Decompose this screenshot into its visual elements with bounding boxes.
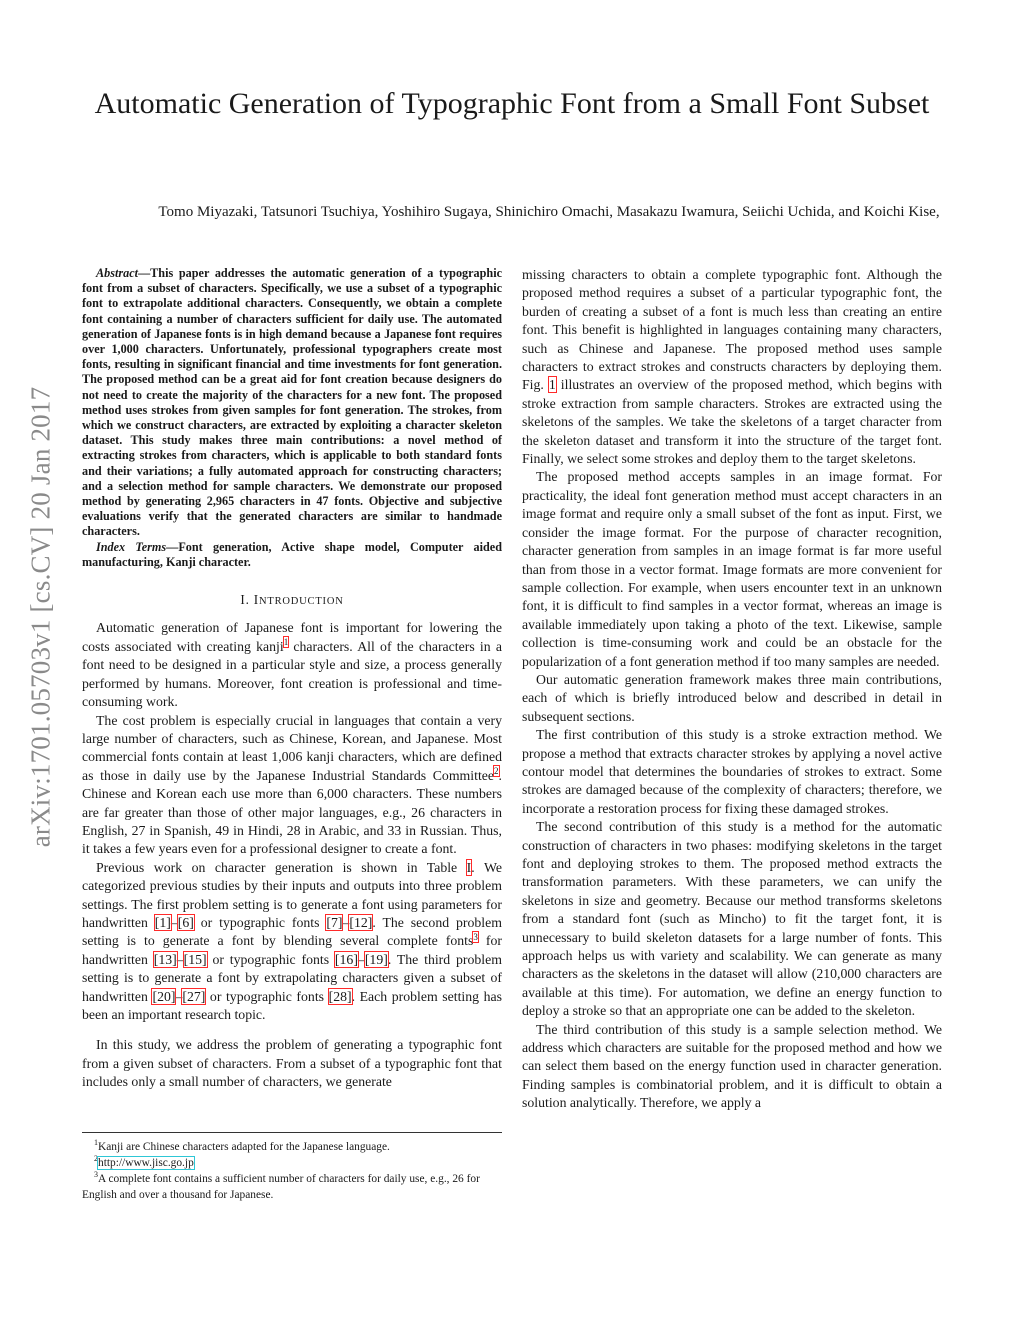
text-run: or typographic fonts xyxy=(206,951,335,967)
footnote-3 xyxy=(82,1171,502,1203)
abstract xyxy=(82,266,502,540)
intro-paragraph-4: In this study, we address the problem of generating a typographic font from a given subset of characters. From a subset of a typographic font that includes only a small number of characters, we generate xyxy=(82,1037,502,1090)
citation-link[interactable]: [12] xyxy=(349,914,373,930)
citation-link[interactable]: [6] xyxy=(177,914,194,930)
citation-link[interactable]: [16] xyxy=(334,951,358,967)
right-paragraph-2: The proposed method accepts samples in an image format. For practicality, the ideal font generation method must accept characters in an image format and require only a small subset of the font as input. First, we consider the image format. For the purpose of character recognition, character generation from samples in an image format is far more useful than from those in a vector format. Image formats are more convenient for sample collection. For example, when users encounter text in an unknown font, it is difficult to find samples in a vector format, whereas an image is available immediately upon taking a photo of the text. Likewise, sample collection is time-consuming work and could be an obstacle for the popularization of a font generation method if too many samples are needed. xyxy=(522,469,942,669)
footnote-mark: 1 xyxy=(94,1138,98,1148)
text-run: – xyxy=(176,951,184,967)
footnote-mark: 3 xyxy=(94,1170,98,1180)
index-terms-label: Index Terms xyxy=(96,539,167,554)
figure-link[interactable]: 1 xyxy=(548,377,556,393)
citation-link[interactable]: [27] xyxy=(182,988,206,1004)
footnote-2 xyxy=(82,1155,502,1171)
citation-link[interactable]: [1] xyxy=(154,914,171,930)
index-terms xyxy=(82,540,502,570)
citation-link[interactable]: [15] xyxy=(183,951,207,967)
right-paragraph-3: Our automatic generation framework makes three main contributions, each of which is briefly introduced below and described in detail in subsequent sections. xyxy=(522,671,942,724)
citation-link[interactable]: [28] xyxy=(328,988,352,1004)
footnotes xyxy=(82,1132,502,1203)
abstract-text: —This paper addresses the automatic generation of a typographic font from a subset of characters. Specifically, we use a subset of a typographic font to extrapolate additional characters. Consequently, we obtain a complete font containing a number of characters sufficient for daily use. The automated generation of Japanese fonts is in high demand because a Japanese font requires over 1,000 characters. Unfortunately, professional typographers create most fonts, resulting in significant financial and time investments for font generation. The proposed method can be a great aid for font creation because designers do not need to create the majority of the characters for a new font. The proposed method uses strokes from given samples for font generation. The strokes, from which we construct characters, are extracted by exploiting a character skeleton dataset. This study makes three main contributions: a novel method of extracting strokes from characters, which is applicable to both standard fonts and their variations; a fully automated approach for constructing characters; and a selection method for sample characters. We demonstrate our proposed method by generating 2,965 characters in 47 fonts. Objective and subjective evaluations verify that the generated characters are similar to handmade characters. xyxy=(82,266,502,539)
text-run: . Each problem setting has been an important research topic. xyxy=(82,988,502,1022)
text-run: Previous work on character generation is shown in Table xyxy=(96,859,467,875)
footnote-link-1[interactable]: 1 xyxy=(283,637,289,648)
arxiv-stamp-text: arXiv:1701.05703v1 [cs.CV] 20 Jan 2017 xyxy=(25,386,56,848)
text-run: characters. All of the characters in a font need to be designed in a particular style and size, a process generally performed by humans. Moreover, font creation is professional and time-consuming work. xyxy=(82,638,502,710)
paper-title: Automatic Generation of Typographic Font from a Small Font Subset xyxy=(94,87,930,120)
table-link[interactable]: I xyxy=(466,859,472,875)
text-run: missing characters to obtain a complete typographic font. Although the proposed method requires a subset of a particular typographic font, the burden of creating a subset of a font is much less than creating an entire font. This benefit is highlighted in languages containing many characters, such as Chinese and Japanese. The proposed method uses sample characters to extract strokes and constructs characters by deploying them. Fig. xyxy=(522,267,942,393)
text-run: . The third problem setting is to generate a font by extrapolating characters given a subset of handwritten xyxy=(82,951,502,1004)
citation-link[interactable]: [19] xyxy=(364,951,388,967)
footnote-text: Kanji are Chinese characters adapted for the Japanese language. xyxy=(98,1141,390,1153)
text-run: – xyxy=(175,988,183,1004)
right-paragraph-1 xyxy=(522,266,942,468)
footnote-link-2[interactable]: 2 xyxy=(494,766,499,777)
text-run: illustrates an overview of the proposed method, which begins with stroke extraction from sample characters. Strokes are extracted using the skeletons of the samples. We take the skeletons of a target character from the skeleton dataset and transform it into the structure of the target font. Finally, we select some strokes and deploy them to the target skeletons. xyxy=(522,377,942,467)
section-heading xyxy=(82,591,502,611)
arxiv-stamp xyxy=(18,322,64,912)
jisc-url-link[interactable]: http://www.jisc.go.jp xyxy=(98,1157,194,1169)
author-list: Tomo Miyazaki, Tatsunori Tsuchiya, Yoshihiro Sugaya, Shinichiro Omachi, Masakazu Iwamura, Seiichi Uchida, and Koichi Kise, xyxy=(158,204,940,220)
right-paragraph-5: The second contribution of this study is a method for the automatic construction of characters in two phases: modifying skeletons in the target font and deploying strokes to them. The proposed method extracts the transformation parameters. With these parameters, we can unify the skeletons in size and geometry. Because our method transforms skeletons from a standard font (such as Mincho) to fit the target font, it is unnecessary to build skeleton datasets for a large number of fonts. This approach helps us with variety and scalability. We can generate as many characters as the skeletons in the dataset will allow (210,000 characters are available at this time). For automation, we define an energy function to deploy a stroke so that an appropriate one can be added to the skeleton. xyxy=(522,819,942,1019)
text-run: . The second problem setting is to generate a font by blending several complete fonts xyxy=(82,914,502,949)
text-run: The cost problem is especially crucial in languages that contain a very large number of characters, such as Chinese, Korean, and Japanese. Most commercial fonts contain at least 1,006 kanji characters, which are defined as those in daily use by the Japanese Industrial Standards Committee xyxy=(82,712,502,783)
section-heading-numeral: I. I xyxy=(240,592,259,608)
text-run: or typographic fonts xyxy=(205,988,329,1004)
right-paragraph-4: The first contribution of this study is a stroke extraction method. We propose a method that extracts character strokes by applying a novel active contour model that determines the boundaries of strokes to extract. Some strokes are damaged because of the complexity of characters; therefore, we incorporate a restoration process for fixing these damaged strokes. xyxy=(522,727,942,816)
intro-paragraph-2 xyxy=(82,712,502,859)
citation-link[interactable]: [20] xyxy=(152,988,176,1004)
citation-link[interactable]: [7] xyxy=(326,914,343,930)
citation-link[interactable]: [13] xyxy=(153,951,177,967)
text-run: – xyxy=(357,951,365,967)
footnote-link-3[interactable]: 3 xyxy=(473,931,478,942)
abstract-label: Abstract xyxy=(96,266,138,280)
intro-paragraph-3 xyxy=(82,859,502,1025)
intro-paragraph-1 xyxy=(82,619,502,711)
text-run: Automatic generation of Japanese font is important for lowering the costs associated with creating kanji xyxy=(82,620,502,654)
left-column xyxy=(82,266,502,1092)
section-heading-rest: NTRODUCTION xyxy=(258,596,344,608)
footnote-text: A complete font contains a sufficient number of characters for daily use, e.g., 26 for English and over a thousand for Japanese. xyxy=(82,1173,480,1201)
right-column xyxy=(522,266,942,1113)
text-run: . We categorized previous studies by their inputs and outputs into three problem settings. The first problem setting is to generate a font using parameters for handwritten xyxy=(82,859,502,930)
right-paragraph-6: The third contribution of this study is a sample selection method. We address which characters are suitable for the proposed method and how we can select them based on the energy function used in character generation. Finding samples is combinatorial problem, and it is difficult to obtain a solution analytically. Therefore, we apply a xyxy=(522,1021,942,1111)
text-run: – xyxy=(170,914,178,930)
index-terms-text: —Font generation, Active shape model, Computer aided manufacturing, Kanji character. xyxy=(82,539,502,569)
text-run: or typographic fonts xyxy=(193,914,327,930)
footnote-mark: 2 xyxy=(94,1154,98,1164)
text-run: – xyxy=(342,914,350,930)
text-run: for handwritten xyxy=(82,933,502,967)
text-run: . Chinese and Korean each use more than 6,000 characters. These numbers are far greater than those of other major languages, e.g., 26 characters in English, 27 in Spanish, 49 in Hindi, 28 in Arabic, and 33 in Russian. Thus, it takes a few years even for a professional designer to create a font. xyxy=(82,767,502,857)
footnote-1 xyxy=(82,1139,502,1155)
